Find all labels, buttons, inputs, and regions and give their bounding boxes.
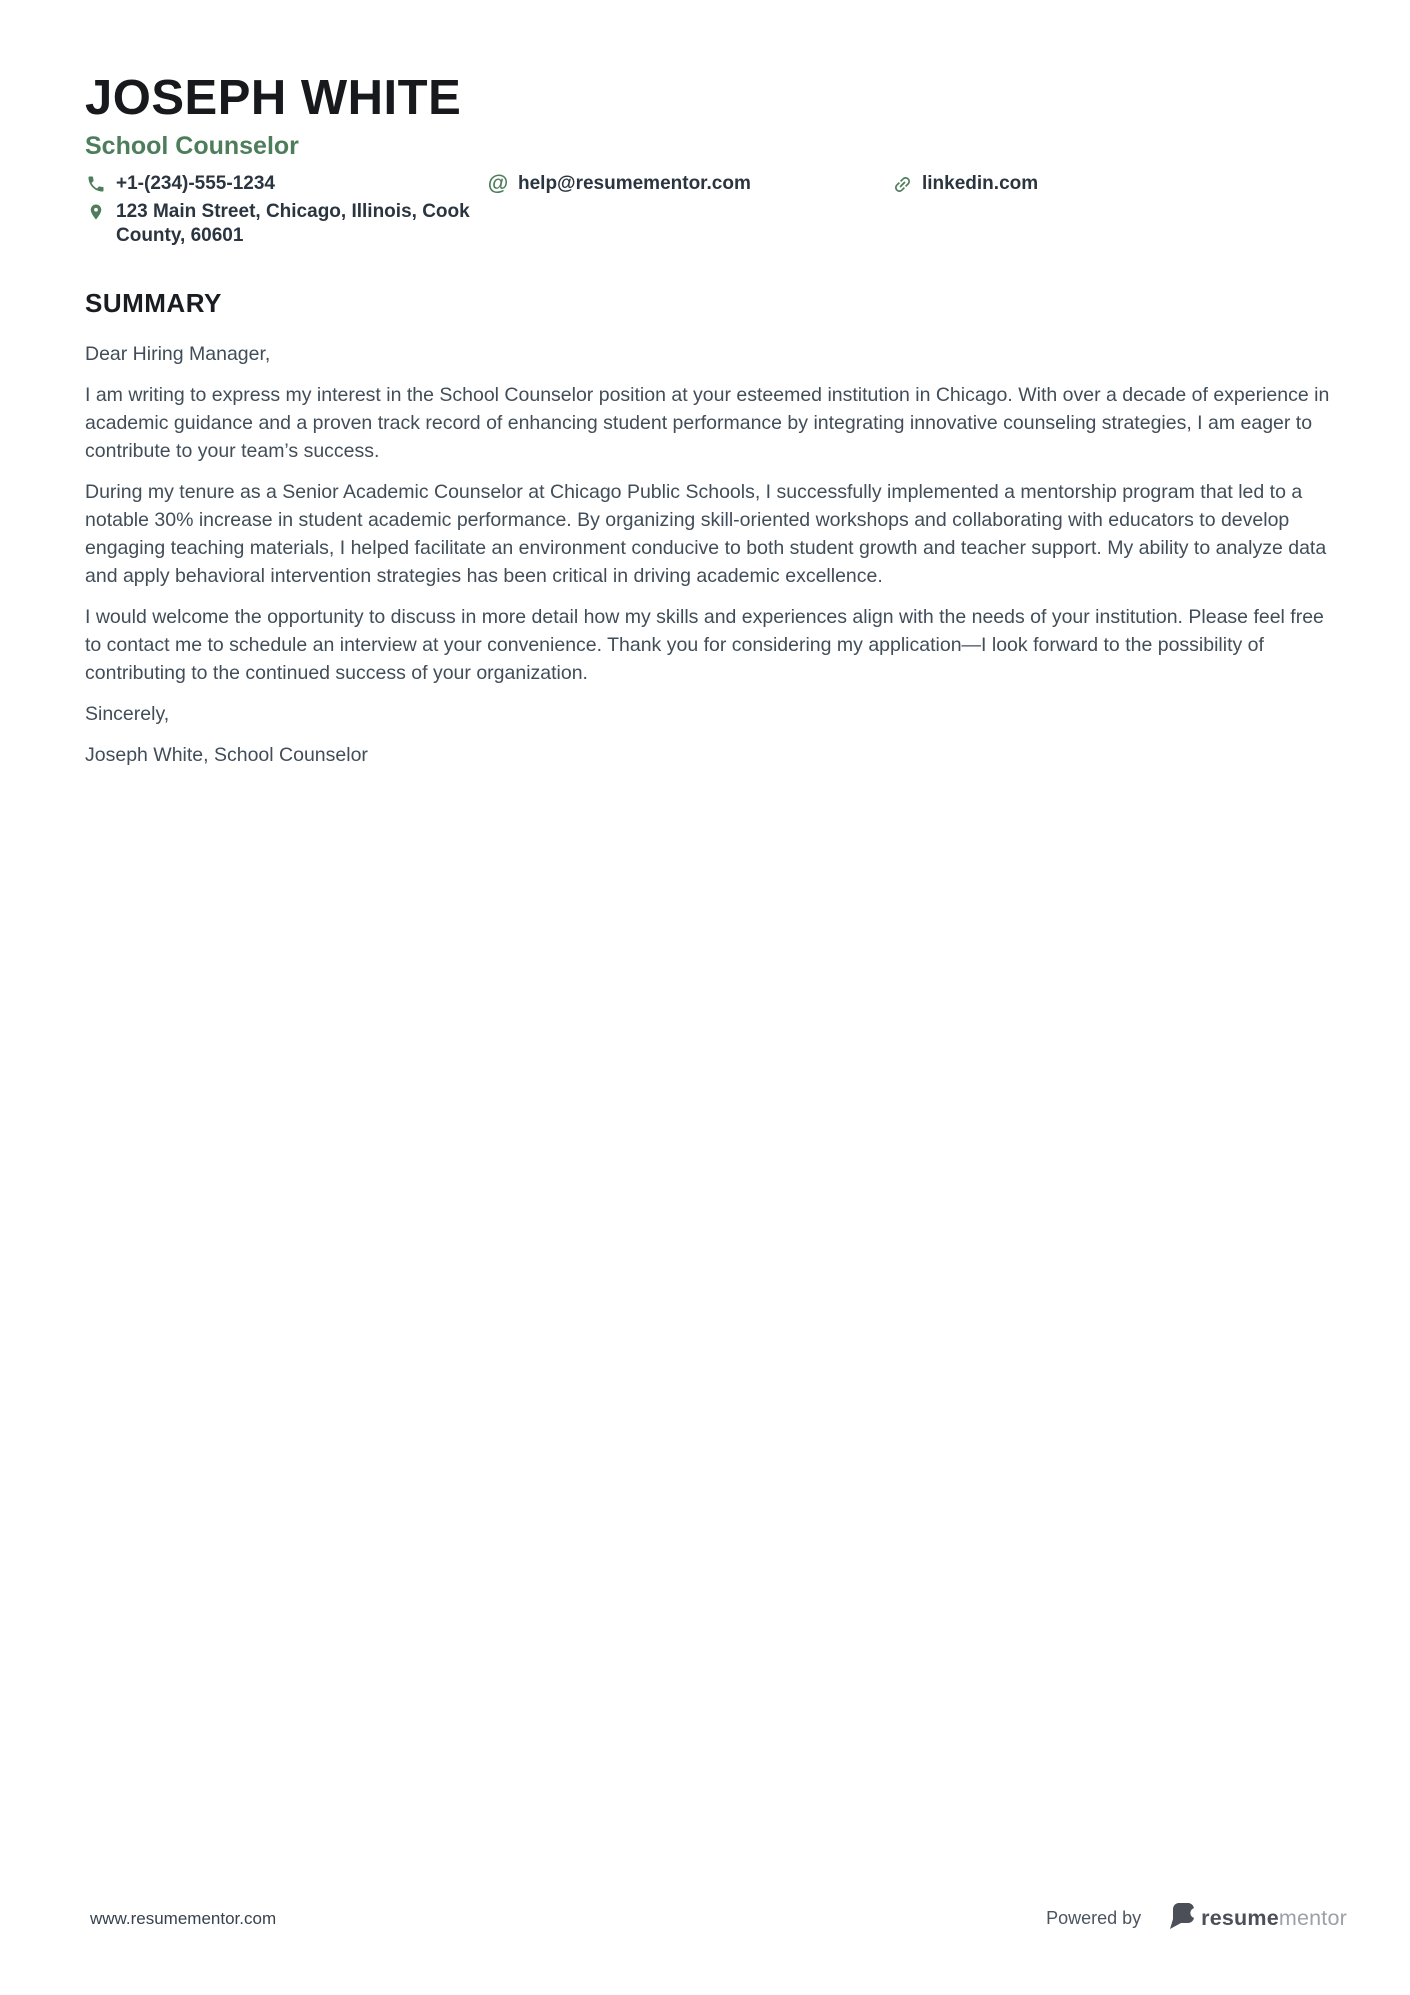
address-line-1: 123 Main Street, Chicago, Illinois, Cook xyxy=(116,201,470,222)
contact-col-linkedin xyxy=(891,172,1038,196)
phone-number: +1-(234)-555-1234 xyxy=(116,173,275,194)
address-text xyxy=(116,200,470,248)
paragraph-2: During my tenure as a Senior Academic Counselor at Chicago Public Schools, I successfully implemented a mentorship program that led to a notable 30% increase in student academic performance. By organizing skill-oriented workshops and collaborating with educators to develop engaging teaching materials, I helped facilitate an environment conducive to both student growth and teacher support. My ability to analyze data and apply behavioral intervention strategies has been critical in driving academic excellence. xyxy=(85,481,1327,587)
paragraph-3: I would welcome the opportunity to discuss in more detail how my skills and experiences align with the needs of your institution. Please feel free to contact me to schedule an interview at your convenience. Thank you for considering my application—I look forward to the possibility of contributing to the continued success of your organization. xyxy=(85,606,1324,684)
signature: Joseph White, School Counselor xyxy=(85,744,368,766)
linkedin-text: linkedin.com xyxy=(922,173,1039,194)
header xyxy=(85,72,1345,252)
letter-body xyxy=(85,340,1345,769)
brand-word-mentor: mentor xyxy=(1278,1906,1347,1930)
paragraph-1: I am writing to express my interest in the School Counselor position at your esteemed institution in Chicago. With over a decade of experience in academic guidance and a proven track record of enhancing student performance by integrating innovative counseling strategies, I am eager to contribute to your team’s success. xyxy=(85,384,1330,462)
contact-col-email xyxy=(487,172,751,196)
person-name: JOSEPH WHITE xyxy=(85,71,462,125)
address-item xyxy=(85,200,1345,248)
location-pin-icon xyxy=(85,200,107,224)
resumementor-logo-icon xyxy=(1169,1902,1195,1935)
brand-wordmark xyxy=(1201,1906,1347,1931)
email-address: help@resumementor.com xyxy=(518,173,751,194)
summary-heading: SUMMARY xyxy=(85,288,222,318)
brand-word-resume: resume xyxy=(1201,1906,1279,1930)
footer xyxy=(90,1902,1347,1935)
summary-section xyxy=(85,288,1345,769)
job-title: School Counselor xyxy=(85,132,299,160)
phone-icon xyxy=(85,172,107,196)
resumementor-logo[interactable] xyxy=(1169,1902,1347,1935)
contact-row xyxy=(85,172,1345,252)
salutation: Dear Hiring Manager, xyxy=(85,343,271,365)
footer-website-link[interactable]: www.resumementor.com xyxy=(90,1908,277,1928)
closing: Sincerely, xyxy=(85,703,170,725)
link-icon xyxy=(891,172,913,196)
email-at-icon: @ xyxy=(487,172,509,195)
powered-by-label: Powered by xyxy=(1046,1908,1142,1928)
address-line-2: County, 60601 xyxy=(116,225,244,246)
email-item[interactable] xyxy=(487,172,751,196)
footer-branding xyxy=(1046,1902,1347,1935)
linkedin-item[interactable] xyxy=(891,172,1038,196)
